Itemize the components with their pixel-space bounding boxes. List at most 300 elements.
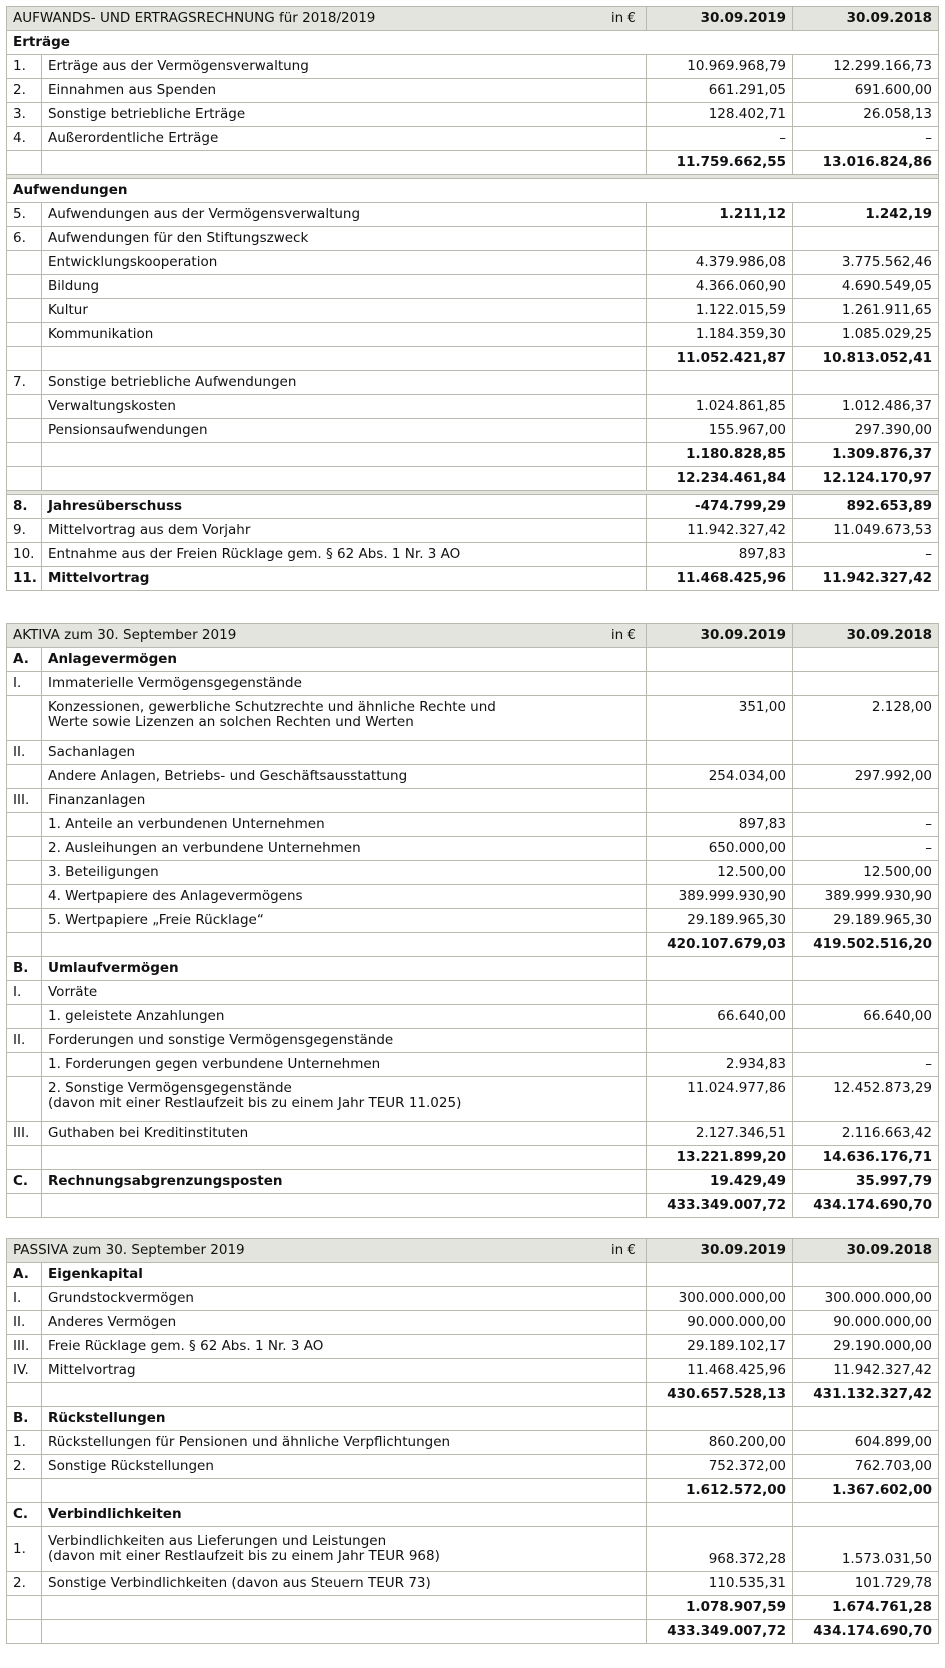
row-label-text: Andere Anlagen, Betriebs- und Geschäftsausstattung — [48, 768, 408, 784]
value-2019 — [647, 789, 793, 813]
value-2019: 254.034,00 — [647, 765, 793, 789]
row-number: I. — [7, 672, 42, 696]
row-number: I. — [7, 1287, 42, 1311]
value-2019: 11.942.327,42 — [647, 519, 793, 543]
value-2019: 29.189.965,30 — [647, 909, 793, 933]
value-2018: 297.992,00 — [793, 765, 939, 789]
table-row — [7, 1503, 939, 1527]
table-row — [7, 861, 939, 885]
row-label — [42, 1620, 647, 1644]
value-2019: 10.969.968,79 — [647, 55, 793, 79]
row-number: 1. — [7, 1431, 42, 1455]
row-label — [42, 1359, 647, 1383]
value-2019: 1.612.572,00 — [647, 1479, 793, 1503]
value-2018: 10.813.052,41 — [793, 347, 939, 371]
table-row — [7, 55, 939, 79]
row-number — [7, 1620, 42, 1644]
subtotal-row — [7, 151, 939, 175]
value-2018: 1.085.029,25 — [793, 323, 939, 347]
row-number: 1. — [7, 1527, 42, 1572]
row-label-text: 4. Wertpapiere des Anlagevermögens — [48, 888, 303, 904]
value-2018: 13.016.824,86 — [793, 151, 939, 175]
value-2019: 2.127.346,51 — [647, 1122, 793, 1146]
section-heading-text: Aufwendungen — [7, 179, 939, 203]
table-row — [7, 696, 939, 741]
row-number — [7, 813, 42, 837]
value-2018 — [793, 1029, 939, 1053]
table-header — [7, 1239, 939, 1263]
value-2018 — [793, 672, 939, 696]
value-2019: 90.000.000,00 — [647, 1311, 793, 1335]
row-label-text: Grundstockvermögen — [48, 1290, 194, 1306]
table-row — [7, 1359, 939, 1383]
value-2018: 29.190.000,00 — [793, 1335, 939, 1359]
row-label-text: Pensionsaufwendungen — [48, 422, 208, 438]
row-label-text: Rückstellungen für Pensionen und ähnliche Verpflichtungen — [48, 1434, 451, 1450]
row-number: 8. — [7, 495, 42, 519]
value-2019: 752.372,00 — [647, 1455, 793, 1479]
row-label — [42, 981, 647, 1005]
row-label-text: Bildung — [48, 278, 100, 294]
value-2018: 11.942.327,42 — [793, 1359, 939, 1383]
table-row — [7, 127, 939, 151]
table-title-text: PASSIVA zum 30. September 2019 — [13, 1242, 245, 1258]
column-header-2019: 30.09.2019 — [647, 7, 793, 31]
row-label-text: Konzessionen, gewerbliche Schutzrechte und ähnliche Rechte und — [48, 699, 496, 715]
row-label-text: Umlaufvermögen — [48, 960, 179, 976]
value-2018: 66.640,00 — [793, 1005, 939, 1029]
table-header — [7, 624, 939, 648]
value-2019: 12.234.461,84 — [647, 467, 793, 491]
value-2018: – — [793, 1053, 939, 1077]
row-label-text: Entnahme aus der Freien Rücklage gem. § 62 Abs. 1 Nr. 3 AO — [48, 546, 461, 562]
table-row — [7, 1287, 939, 1311]
value-2018: 1.309.876,37 — [793, 443, 939, 467]
value-2019: 4.379.986,08 — [647, 251, 793, 275]
table-row — [7, 909, 939, 933]
row-number — [7, 395, 42, 419]
row-label-text: Vorräte — [48, 984, 98, 1000]
row-label-text: Außerordentliche Erträge — [48, 130, 219, 146]
value-2018: 2.116.663,42 — [793, 1122, 939, 1146]
table-row — [7, 1311, 939, 1335]
row-number — [7, 696, 42, 741]
row-number — [7, 909, 42, 933]
value-2019 — [647, 1503, 793, 1527]
row-number — [7, 933, 42, 957]
value-2018: 29.189.965,30 — [793, 909, 939, 933]
row-number: 10. — [7, 543, 42, 567]
row-label-text: 1. geleistete Anzahlungen — [48, 1008, 225, 1024]
value-2019: 11.468.425,96 — [647, 567, 793, 591]
row-label-text: Einnahmen aus Spenden — [48, 82, 217, 98]
value-2019: 1.078.907,59 — [647, 1596, 793, 1620]
value-2019: 11.052.421,87 — [647, 347, 793, 371]
row-label — [42, 1431, 647, 1455]
row-label-text: 1. Forderungen gegen verbundene Unternehmen — [48, 1056, 381, 1072]
row-number — [7, 299, 42, 323]
row-number: III. — [7, 1122, 42, 1146]
row-label — [42, 1194, 647, 1218]
value-2019: 1.122.015,59 — [647, 299, 793, 323]
row-label-text: Freie Rücklage gem. § 62 Abs. 1 Nr. 3 AO — [48, 1338, 324, 1354]
value-2018: 2.128,00 — [793, 696, 939, 741]
value-2018: 297.390,00 — [793, 419, 939, 443]
row-number: C. — [7, 1170, 42, 1194]
value-2019: 420.107.679,03 — [647, 933, 793, 957]
row-label — [42, 127, 647, 151]
row-label-text: Anderes Vermögen — [48, 1314, 177, 1330]
value-2019: 430.657.528,13 — [647, 1383, 793, 1407]
table-row — [7, 1122, 939, 1146]
value-2018: 1.367.602,00 — [793, 1479, 939, 1503]
row-label-note: (davon mit einer Restlaufzeit bis zu einem Jahr TEUR 11.025) — [48, 1095, 462, 1111]
table-row — [7, 741, 939, 765]
row-label: Sonstige betriebliche Aufwendungen — [42, 371, 647, 395]
section-heading-text: Erträge — [7, 31, 939, 55]
row-label — [42, 299, 647, 323]
row-number — [7, 1194, 42, 1218]
column-header-2018: 30.09.2018 — [793, 1239, 939, 1263]
value-2018: – — [793, 543, 939, 567]
table-row — [7, 1170, 939, 1194]
row-label — [42, 696, 647, 741]
row-label-text: Verbindlichkeiten — [48, 1506, 182, 1522]
value-2019 — [647, 741, 793, 765]
row-label-text: Rückstellungen — [48, 1410, 166, 1426]
table-row — [7, 672, 939, 696]
table-row — [7, 813, 939, 837]
table-row — [7, 299, 939, 323]
row-number: III. — [7, 1335, 42, 1359]
row-number — [7, 1596, 42, 1620]
value-2019: 650.000,00 — [647, 837, 793, 861]
value-2018: 431.132.327,42 — [793, 1383, 939, 1407]
value-2019: 155.967,00 — [647, 419, 793, 443]
row-number — [7, 885, 42, 909]
table-row — [7, 981, 939, 1005]
row-label — [42, 1053, 647, 1077]
row-label: Aufwendungen aus der Vermögensverwaltung — [42, 203, 647, 227]
row-label-text: Mittelvortrag aus dem Vorjahr — [48, 522, 251, 538]
row-number: I. — [7, 981, 42, 1005]
table-row — [7, 1335, 939, 1359]
value-2019: 433.349.007,72 — [647, 1194, 793, 1218]
row-label — [42, 495, 647, 519]
row-label-text: Sachanlagen — [48, 744, 136, 760]
value-2019: 661.291,05 — [647, 79, 793, 103]
liabilities-table — [6, 1238, 939, 1644]
section-heading — [7, 179, 939, 203]
row-number: B. — [7, 1407, 42, 1431]
value-2019: 968.372,28 — [647, 1527, 793, 1572]
total-row — [7, 1383, 939, 1407]
value-2018: 762.703,00 — [793, 1455, 939, 1479]
row-number: IV. — [7, 1359, 42, 1383]
row-label-text: 5. Wertpapiere „Freie Rücklage“ — [48, 912, 264, 928]
value-2019: 860.200,00 — [647, 1431, 793, 1455]
row-label-text: Forderungen und sonstige Vermögensgegenstände — [48, 1032, 394, 1048]
row-label — [42, 957, 647, 981]
row-number — [7, 1146, 42, 1170]
row-number — [7, 1005, 42, 1029]
value-2019: 11.468.425,96 — [647, 1359, 793, 1383]
row-label — [42, 275, 647, 299]
row-label-text: Immaterielle Vermögensgegenstände — [48, 675, 302, 691]
row-label — [42, 813, 647, 837]
column-header-2019: 30.09.2019 — [647, 624, 793, 648]
row-label — [42, 837, 647, 861]
row-label-text: Jahresüberschuss — [48, 498, 183, 514]
row-label-text: 3. Beteiligungen — [48, 864, 159, 880]
row-number: 5. — [7, 203, 42, 227]
value-2019: 29.189.102,17 — [647, 1335, 793, 1359]
row-label — [42, 395, 647, 419]
row-label — [42, 861, 647, 885]
value-2018: – — [793, 837, 939, 861]
value-2018: 90.000.000,00 — [793, 1311, 939, 1335]
row-label — [42, 933, 647, 957]
row-number: 2. — [7, 1572, 42, 1596]
table-row — [7, 957, 939, 981]
row-label-text: 2. Ausleihungen an verbundene Unternehmen — [48, 840, 361, 856]
row-label: Aufwendungen für den Stiftungszweck — [42, 227, 647, 251]
row-label — [42, 1503, 647, 1527]
value-2019: 897,83 — [647, 543, 793, 567]
value-2018: 434.174.690,70 — [793, 1194, 939, 1218]
table-row — [7, 1053, 939, 1077]
value-2018: 101.729,78 — [793, 1572, 939, 1596]
total-row — [7, 1620, 939, 1644]
table-row — [7, 1572, 939, 1596]
assets-table — [6, 623, 939, 1218]
row-label-text: 1. Anteile an verbundenen Unternehmen — [48, 816, 325, 832]
row-label — [42, 1455, 647, 1479]
value-2018: 691.600,00 — [793, 79, 939, 103]
row-label — [42, 1572, 647, 1596]
row-label-text: Entwicklungskooperation — [48, 254, 218, 270]
row-label — [42, 1146, 647, 1170]
value-2019: 1.184.359,30 — [647, 323, 793, 347]
row-number: B. — [7, 957, 42, 981]
value-2018: 12.299.166,73 — [793, 55, 939, 79]
value-2019: 433.349.007,72 — [647, 1620, 793, 1644]
table-title — [7, 624, 647, 648]
row-number — [7, 1053, 42, 1077]
value-2018 — [793, 957, 939, 981]
value-2019 — [647, 648, 793, 672]
value-2018 — [793, 789, 939, 813]
currency-unit: in € — [610, 627, 636, 643]
row-label — [42, 909, 647, 933]
row-label — [42, 1077, 647, 1122]
row-label-text: Erträge aus der Vermögensverwaltung — [48, 58, 309, 74]
row-label — [42, 1335, 647, 1359]
value-2018: 35.997,79 — [793, 1170, 939, 1194]
row-number: A. — [7, 648, 42, 672]
row-number: 9. — [7, 519, 42, 543]
row-number: 4. — [7, 127, 42, 151]
row-label — [42, 885, 647, 909]
row-number: 11. — [7, 567, 42, 591]
row-label-text: 2. Sonstige Vermögensgegenstände — [48, 1080, 292, 1096]
value-2019: 128.402,71 — [647, 103, 793, 127]
row-label — [42, 1311, 647, 1335]
row-label — [42, 765, 647, 789]
row-label — [42, 103, 647, 127]
value-2018: 1.261.911,65 — [793, 299, 939, 323]
value-2019: 110.535,31 — [647, 1572, 793, 1596]
row-label — [42, 1122, 647, 1146]
table-row — [7, 203, 939, 227]
value-2018: 1.242,19 — [793, 203, 939, 227]
row-label — [42, 1263, 647, 1287]
subtotal-row — [7, 443, 939, 467]
value-2018: 604.899,00 — [793, 1431, 939, 1455]
income-statement-table — [6, 6, 939, 591]
row-label — [42, 1287, 647, 1311]
row-label — [42, 543, 647, 567]
value-2019 — [647, 957, 793, 981]
value-2018: 300.000.000,00 — [793, 1287, 939, 1311]
row-label-text: Guthaben bei Kreditinstituten — [48, 1125, 249, 1141]
column-header-2018: 30.09.2018 — [793, 624, 939, 648]
row-label-text: Sonstige betriebliche Erträge — [48, 106, 246, 122]
value-2018: 389.999.930,90 — [793, 885, 939, 909]
value-2019: -474.799,29 — [647, 495, 793, 519]
table-row — [7, 1263, 939, 1287]
value-2019: 66.640,00 — [647, 1005, 793, 1029]
table-row — [7, 275, 939, 299]
value-2018: 892.653,89 — [793, 495, 939, 519]
total-row — [7, 467, 939, 491]
row-number: III. — [7, 789, 42, 813]
value-2018: 26.058,13 — [793, 103, 939, 127]
currency-unit: in € — [610, 1242, 636, 1258]
value-2018: 11.942.327,42 — [793, 567, 939, 591]
row-label — [42, 1170, 647, 1194]
row-label — [42, 1005, 647, 1029]
table-row — [7, 567, 939, 591]
row-label — [42, 419, 647, 443]
row-number: 2. — [7, 1455, 42, 1479]
row-label — [42, 672, 647, 696]
row-label — [42, 1527, 647, 1572]
value-2019 — [647, 672, 793, 696]
row-number — [7, 323, 42, 347]
table-row — [7, 103, 939, 127]
row-label-text: Anlagevermögen — [48, 651, 178, 667]
total-row — [7, 1146, 939, 1170]
row-label-text: Kommunikation — [48, 326, 154, 342]
value-2019: 12.500,00 — [647, 861, 793, 885]
table-row — [7, 395, 939, 419]
table-title-text: AKTIVA zum 30. September 2019 — [13, 627, 237, 643]
value-2018: – — [793, 127, 939, 151]
value-2018: 1.012.486,37 — [793, 395, 939, 419]
row-label-note: Werte sowie Lizenzen an solchen Rechten und Werten — [48, 714, 414, 730]
row-label — [42, 55, 647, 79]
row-number — [7, 1479, 42, 1503]
table-row — [7, 543, 939, 567]
row-label — [42, 1596, 647, 1620]
row-label-text: Kultur — [48, 302, 88, 318]
row-label-text: Sonstige Rückstellungen — [48, 1458, 214, 1474]
section-heading — [7, 31, 939, 55]
row-label — [42, 323, 647, 347]
row-label — [42, 741, 647, 765]
row-label — [42, 789, 647, 813]
row-label — [42, 648, 647, 672]
row-number — [7, 861, 42, 885]
value-2018: 3.775.562,46 — [793, 251, 939, 275]
table-header — [7, 7, 939, 31]
table-row — [7, 765, 939, 789]
row-label-text: Verwaltungskosten — [48, 398, 176, 414]
value-2019: 351,00 — [647, 696, 793, 741]
value-2018 — [793, 1407, 939, 1431]
table-row — [7, 789, 939, 813]
row-number — [7, 765, 42, 789]
table-title-text: AUFWANDS- UND ERTRAGSRECHNUNG für 2018/2019 — [13, 10, 376, 26]
value-2019 — [647, 1407, 793, 1431]
value-2018: 11.049.673,53 — [793, 519, 939, 543]
row-label — [42, 1029, 647, 1053]
value-2019: 1.024.861,85 — [647, 395, 793, 419]
table-row — [7, 885, 939, 909]
row-number: 1. — [7, 55, 42, 79]
table-row — [7, 495, 939, 519]
value-2019: 13.221.899,20 — [647, 1146, 793, 1170]
subtotal-row — [7, 347, 939, 371]
row-number — [7, 275, 42, 299]
row-label-note: (davon mit einer Restlaufzeit bis zu einem Jahr TEUR 968) — [48, 1548, 440, 1564]
column-header-2018: 30.09.2018 — [793, 7, 939, 31]
row-number: A. — [7, 1263, 42, 1287]
row-label — [42, 519, 647, 543]
row-label — [42, 1383, 647, 1407]
table-row — [7, 419, 939, 443]
table-row — [7, 227, 939, 251]
table-row — [7, 1455, 939, 1479]
value-2019 — [647, 981, 793, 1005]
value-2019: 11.759.662,55 — [647, 151, 793, 175]
row-label — [42, 1479, 647, 1503]
value-2019: 389.999.930,90 — [647, 885, 793, 909]
row-number: 7. — [7, 371, 42, 395]
row-label — [42, 1407, 647, 1431]
value-2018: 12.452.873,29 — [793, 1077, 939, 1122]
row-number — [7, 1383, 42, 1407]
row-label-text: Finanzanlagen — [48, 792, 146, 808]
currency-unit: in € — [610, 10, 636, 26]
row-label-text: Rechnungsabgrenzungsposten — [48, 1173, 283, 1189]
column-header-2019: 30.09.2019 — [647, 1239, 793, 1263]
total-row — [7, 933, 939, 957]
value-2019: 300.000.000,00 — [647, 1287, 793, 1311]
value-2019: 897,83 — [647, 813, 793, 837]
row-label — [42, 79, 647, 103]
table-row — [7, 371, 939, 395]
table-row — [7, 251, 939, 275]
value-2018 — [793, 741, 939, 765]
value-2018: 14.636.176,71 — [793, 1146, 939, 1170]
table-row — [7, 519, 939, 543]
table-row — [7, 1005, 939, 1029]
row-number: 2. — [7, 79, 42, 103]
total-row — [7, 1194, 939, 1218]
table-row — [7, 1407, 939, 1431]
